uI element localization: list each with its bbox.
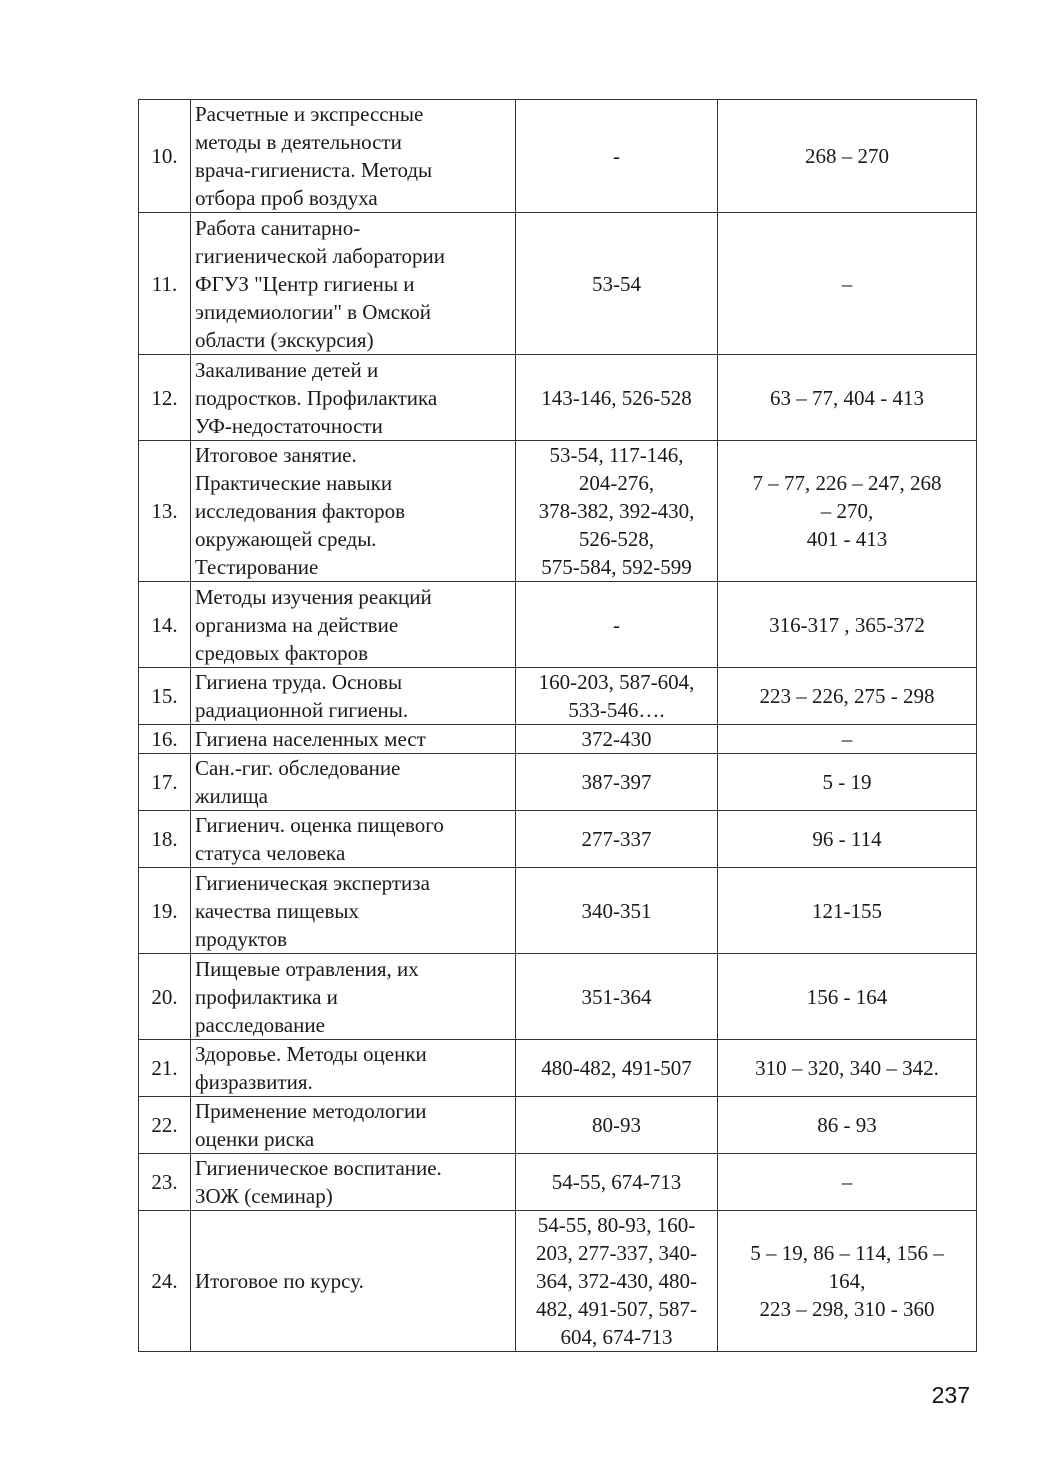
pages-cell-col3: 53-54, 117-146, 204-276, 378-382, 392-430, 526-528, 575-584, 592-599 — [516, 441, 718, 582]
topic-cell: Методы изучения реакций организма на действие средовых факторов — [191, 582, 516, 668]
row-number: 18. — [139, 811, 191, 868]
row-number: 13. — [139, 441, 191, 582]
topic-cell: Здоровье. Методы оценки физразвития. — [191, 1040, 516, 1097]
pages-cell-col3: 54-55, 80-93, 160- 203, 277-337, 340- 364, 372-430, 480- 482, 491-507, 587- 604, 674-713 — [516, 1211, 718, 1352]
topic-cell: Пищевые отравления, их профилактика и расследование — [191, 954, 516, 1040]
table-row — [139, 441, 977, 582]
pages-cell-col4: 156 - 164 — [718, 954, 977, 1040]
page-number: 237 — [931, 1382, 970, 1408]
pages-cell-col3: - — [516, 100, 718, 213]
pages-cell-col3: 351-364 — [516, 954, 718, 1040]
pages-cell-col3: 387-397 — [516, 754, 718, 811]
pages-cell-col3: - — [516, 582, 718, 668]
pages-cell-col3: 54-55, 674-713 — [516, 1154, 718, 1211]
table-row — [139, 811, 977, 868]
row-number: 14. — [139, 582, 191, 668]
pages-cell-col3: 143-146, 526-528 — [516, 355, 718, 441]
row-number: 11. — [139, 213, 191, 355]
table-row — [139, 725, 977, 754]
pages-cell-col4: 7 – 77, 226 – 247, 268 – 270, 401 - 413 — [718, 441, 977, 582]
table-row — [139, 582, 977, 668]
pages-cell-col4: 310 – 320, 340 – 342. — [718, 1040, 977, 1097]
table-row — [139, 668, 977, 725]
row-number: 15. — [139, 668, 191, 725]
topic-cell: Применение методологии оценки риска — [191, 1097, 516, 1154]
topic-cell: Итоговое по курсу. — [191, 1211, 516, 1352]
pages-cell-col3: 160-203, 587-604, 533-546…. — [516, 668, 718, 725]
pages-cell-col3: 372-430 — [516, 725, 718, 754]
pages-cell-col4: 121-155 — [718, 868, 977, 954]
table-row — [139, 1211, 977, 1352]
table-row — [139, 100, 977, 213]
pages-cell-col4: 86 - 93 — [718, 1097, 977, 1154]
row-number: 24. — [139, 1211, 191, 1352]
topic-cell: Закаливание детей и подростков. Профилактика УФ-недостаточности — [191, 355, 516, 441]
topics-table — [138, 99, 977, 1352]
pages-cell-col3: 80-93 — [516, 1097, 718, 1154]
pages-cell-col4: 5 – 19, 86 – 114, 156 – 164, 223 – 298, 310 - 360 — [718, 1211, 977, 1352]
row-number: 10. — [139, 100, 191, 213]
table-row — [139, 1097, 977, 1154]
table-row — [139, 1040, 977, 1097]
pages-cell-col4: – — [718, 1154, 977, 1211]
row-number: 22. — [139, 1097, 191, 1154]
topic-cell: Гигиеническое воспитание. ЗОЖ (семинар) — [191, 1154, 516, 1211]
topic-cell: Сан.-гиг. обследование жилища — [191, 754, 516, 811]
pages-cell-col3: 340-351 — [516, 868, 718, 954]
pages-cell-col4: 63 – 77, 404 - 413 — [718, 355, 977, 441]
pages-cell-col4: 223 – 226, 275 - 298 — [718, 668, 977, 725]
pages-cell-col4: – — [718, 725, 977, 754]
pages-cell-col3: 480-482, 491-507 — [516, 1040, 718, 1097]
table-row — [139, 868, 977, 954]
pages-cell-col4: 5 - 19 — [718, 754, 977, 811]
table-row — [139, 754, 977, 811]
pages-cell-col4: – — [718, 213, 977, 355]
row-number: 23. — [139, 1154, 191, 1211]
table-row — [139, 355, 977, 441]
topic-cell: Итоговое занятие. Практические навыки исследования факторов окружающей среды. Тестирование — [191, 441, 516, 582]
topic-cell: Работа санитарно- гигиенической лаборатории ФГУЗ "Центр гигиены и эпидемиологии" в Омской области (экскурсия) — [191, 213, 516, 355]
pages-cell-col4: 96 - 114 — [718, 811, 977, 868]
pages-cell-col4: 316-317 , 365-372 — [718, 582, 977, 668]
pages-cell-col3: 277-337 — [516, 811, 718, 868]
topic-cell: Гигиеническая экспертиза качества пищевых продуктов — [191, 868, 516, 954]
topic-cell: Гигиена населенных мест — [191, 725, 516, 754]
row-number: 12. — [139, 355, 191, 441]
row-number: 21. — [139, 1040, 191, 1097]
table-row — [139, 1154, 977, 1211]
row-number: 17. — [139, 754, 191, 811]
topic-cell: Расчетные и экспрессные методы в деятельности врача-гигиениста. Методы отбора проб воздуха — [191, 100, 516, 213]
topic-cell: Гигиена труда. Основы радиационной гигиены. — [191, 668, 516, 725]
row-number: 20. — [139, 954, 191, 1040]
row-number: 16. — [139, 725, 191, 754]
row-number: 19. — [139, 868, 191, 954]
table-row — [139, 954, 977, 1040]
pages-cell-col4: 268 – 270 — [718, 100, 977, 213]
table-row — [139, 213, 977, 355]
topic-cell: Гигиенич. оценка пищевого статуса человека — [191, 811, 516, 868]
pages-cell-col3: 53-54 — [516, 213, 718, 355]
